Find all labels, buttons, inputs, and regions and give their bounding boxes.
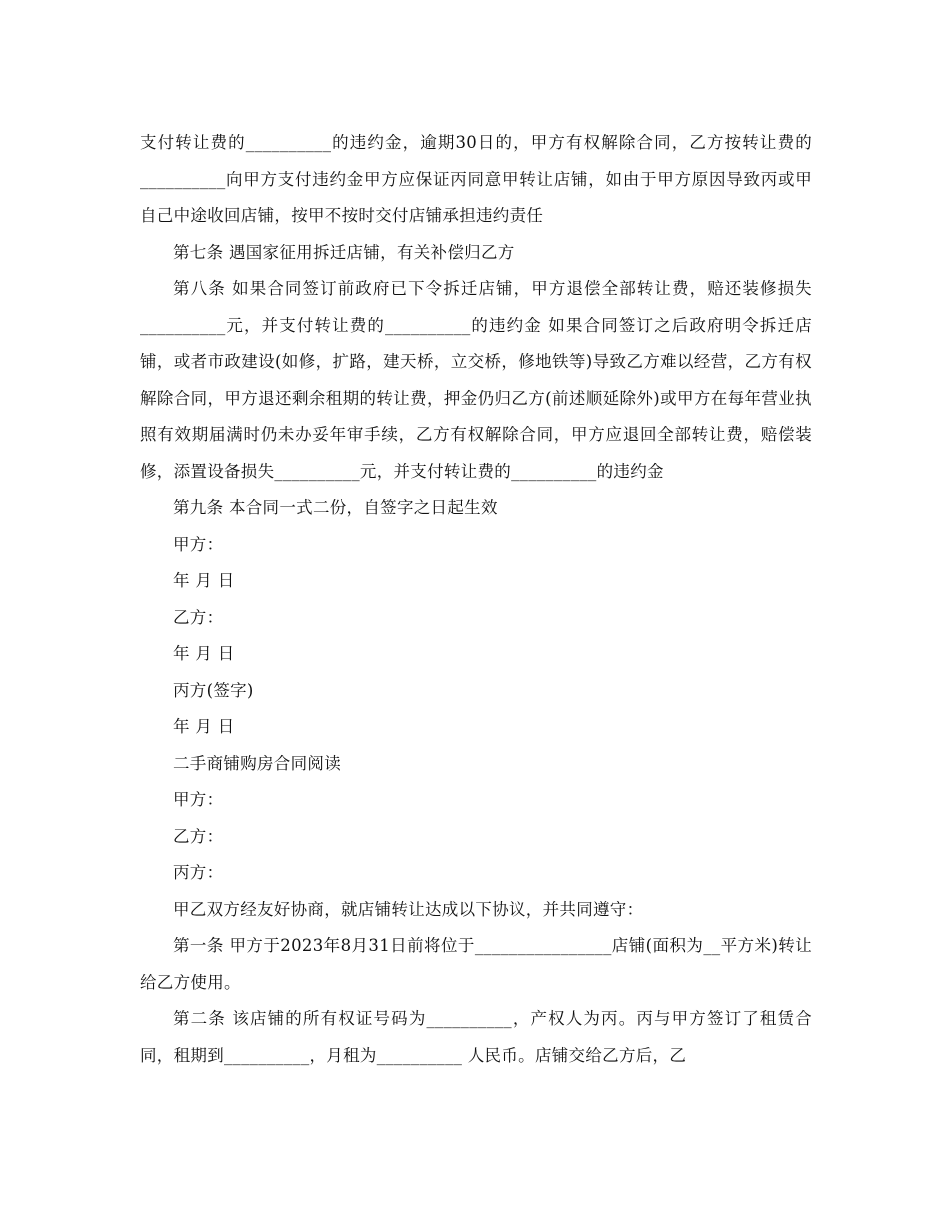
signature-party-a: 甲方： bbox=[173, 534, 224, 554]
contract-page bbox=[140, 125, 812, 1074]
signature-date-a: 年 月 日 bbox=[173, 571, 235, 590]
paragraph-article-1: 第一条 甲方于2023年8月31日前将位于________________店铺(面积为__平方米)转让给乙方使用。 bbox=[140, 936, 812, 992]
paragraph-article-8: 第八条 如果合同签订前政府已下令拆迁店铺，甲方退偿全部转让费，赔还装修损失__________元，并支付转让费的__________的违约金 如果合同签订之后政府明令拆迁店铺，或者市政建设(如修，扩路，建天桥，立交桥，修地铁等)导致乙方难以经营，乙方有权解除合同，甲方退还剩余租期的转让费，押金仍归乙方(前述顺延除外)或甲方在每年营业执照有效期届满时仍未办妥年审手续，乙方有权解除合同，甲方应退回全部转让费，赔偿装修，添置设备损失__________元，并支付转让费的__________的违约金 bbox=[140, 279, 812, 481]
party-b-label: 乙方： bbox=[173, 826, 224, 846]
paragraph-article-7: 第七条 遇国家征用拆迁店铺，有关补偿归乙方 bbox=[173, 242, 515, 262]
paragraph-breach-penalty: 支付转让费的__________的违约金，逾期30日的，甲方有权解除合同，乙方按转让费的 __________向甲方支付违约金甲方应保证丙同意甲转让店铺，如由于甲方原因导致丙或甲自己中途收回店铺，按甲不按时交付店铺承担违约责任 bbox=[140, 133, 812, 225]
signature-date-b: 年 月 日 bbox=[173, 644, 235, 663]
paragraph-article-9: 第九条 本合同一式二份，自签字之日起生效 bbox=[173, 498, 498, 517]
signature-party-c: 丙方(签字) bbox=[173, 680, 254, 700]
party-a-label: 甲方： bbox=[173, 790, 224, 809]
section-heading: 二手商铺购房合同阅读 bbox=[173, 753, 341, 773]
party-c-label: 丙方： bbox=[173, 863, 224, 882]
paragraph-preamble: 甲乙双方经友好协商，就店铺转让达成以下协议，并共同遵守： bbox=[173, 899, 644, 919]
signature-party-b: 乙方： bbox=[173, 607, 224, 627]
paragraph-article-2: 第二条 该店铺的所有权证号码为__________，产权人为丙。丙与甲方签订了租赁合同，租期到__________，月租为__________ 人民币。店铺交给乙方后，乙 bbox=[140, 1009, 812, 1065]
signature-date-c: 年 月 日 bbox=[173, 717, 235, 736]
